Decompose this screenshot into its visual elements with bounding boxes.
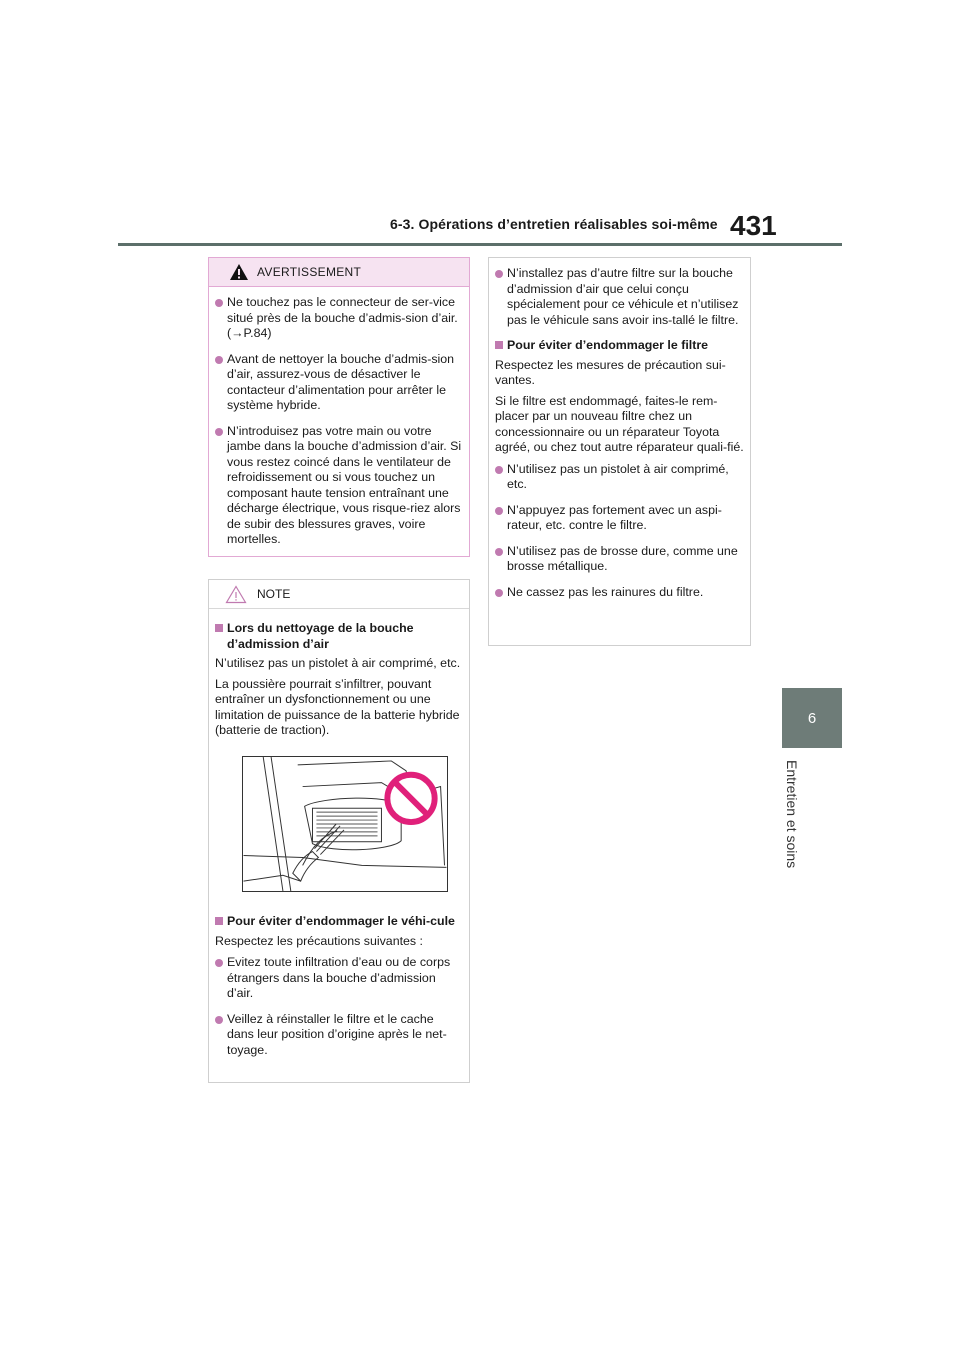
header-rule <box>118 243 842 246</box>
warning-bullet: Avant de nettoyer la bouche d’admis-sion d’air, assurez-vous de désactiver le contacteur d’alimentation pour arrêter le système hybride. <box>215 352 463 414</box>
illustration-air-intake-cleaning <box>242 756 448 892</box>
warning-icon <box>229 263 249 281</box>
note-bullet: N’utilisez pas de brosse dure, comme une brosse métallique. <box>495 544 744 575</box>
note-bullet: N’installez pas d’autre filtre sur la bouche d’admission d’air que celui conçu spécialement pour ce véhicule et n’utilisez pas le véhicule sans avoir ins-tallé le filtre. <box>495 266 744 328</box>
chapter-label-text: Entretien et soins <box>784 760 800 869</box>
section-title: 6-3. Opérations d’entretien réalisables soi-même <box>390 216 718 232</box>
prohibited-icon <box>387 774 434 821</box>
note-bullet: Veillez à réinstaller le filtre et le cache dans leur position d’origine après le net-toyage. <box>215 1012 463 1059</box>
chapter-tab <box>782 688 842 748</box>
note-box <box>208 579 470 1083</box>
warning-box <box>208 257 470 557</box>
page-number: 431 <box>730 210 777 241</box>
note-bullet: N’utilisez pas un pistolet à air comprimé, etc. <box>495 462 744 493</box>
note-paragraph: Si le filtre est endommagé, faites-le rem-placer par un nouveau filtre chez un concessionnaire ou un réparateur Toyota agréé, ou chez tout autre réparateur quali-fié. <box>495 393 744 454</box>
note-heading-vehicle: Pour éviter d’endommager le véhi-cule <box>215 914 463 930</box>
note-bullet: Ne cassez pas les rainures du filtre. <box>495 585 744 601</box>
note-paragraph: La poussière pourrait s’infiltrer, pouvant entraîner un dysfonctionnement ou une limitation de puissance de la batterie hybride (batterie de traction). <box>215 676 460 737</box>
note-bullet: N’appuyez pas fortement avec un aspi-rateur, etc. contre le filtre. <box>495 503 744 534</box>
note-paragraph: Respectez les mesures de précaution sui-vantes. <box>495 357 726 387</box>
warning-header <box>209 258 469 287</box>
warning-title: AVERTISSEMENT <box>257 265 362 279</box>
note-heading-cleaning: Lors du nettoyage de la bouche d’admission d’air <box>215 621 463 652</box>
note-paragraph: Respectez les précautions suivantes : <box>215 933 423 948</box>
chapter-number: 6 <box>807 709 817 727</box>
note-continuation-box <box>488 257 751 646</box>
note-title: NOTE <box>257 587 291 601</box>
caution-icon <box>225 585 247 604</box>
note-bullet: Evitez toute infiltration d’eau ou de corps étrangers dans la bouche d’admission d’air. <box>215 955 463 1002</box>
warning-bullet: Ne touchez pas le connecteur de ser-vice situé près de la bouche d’admis-sion d’air. (→P.84) <box>215 295 463 342</box>
note-header <box>209 580 469 609</box>
warning-bullet: N’introduisez pas votre main ou votre jambe dans la bouche d’admission d’air. Si vous restez coincé dans le ventilateur de refroidissement ou si vous touchez un composant haute tension entraînant une décharge électrique, vous risque-riez alors de subir des blessures graves, voire mortelles. <box>215 424 463 548</box>
note-paragraph: N’utilisez pas un pistolet à air comprimé, etc. <box>215 656 461 670</box>
note-heading-filter: Pour éviter d’endommager le filtre <box>495 338 744 354</box>
chapter-label <box>782 760 806 910</box>
